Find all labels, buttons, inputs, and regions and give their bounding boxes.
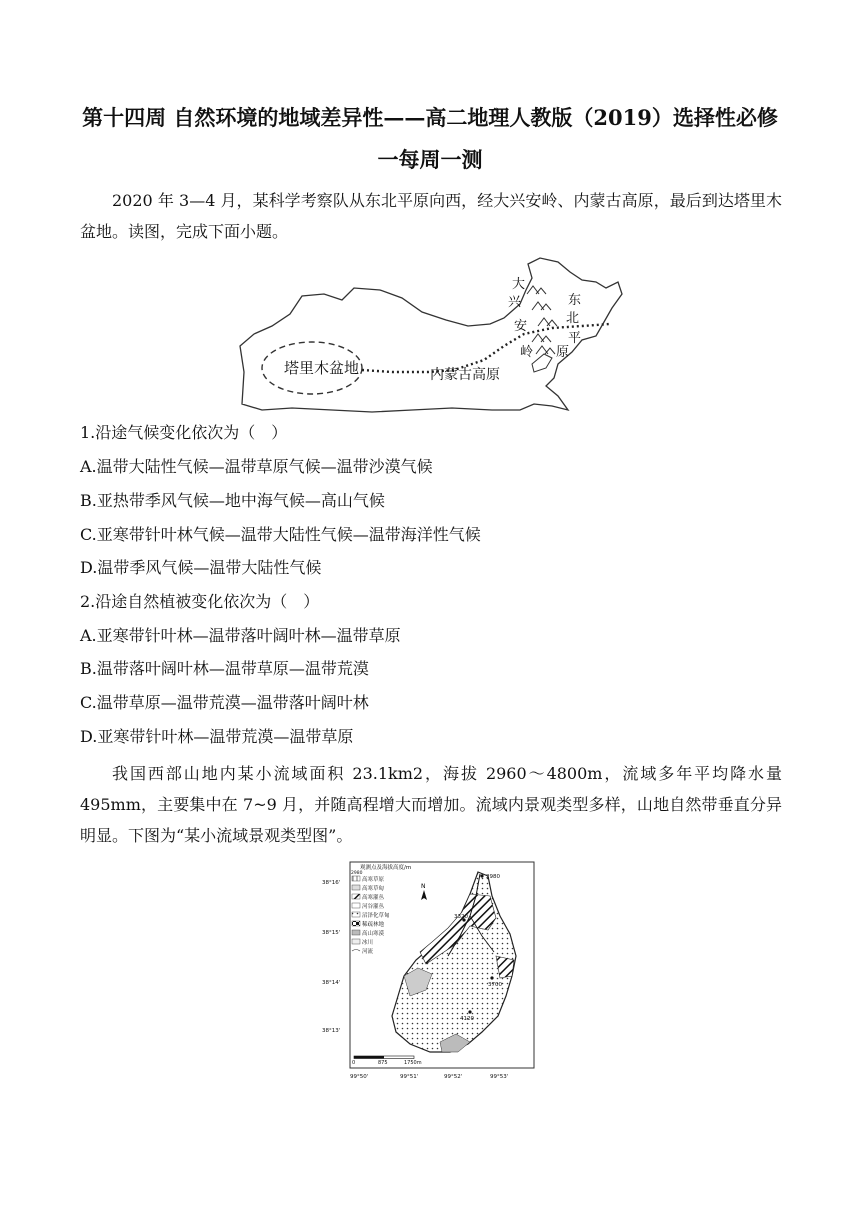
legend-item-4: 河谷灌丛	[362, 904, 385, 910]
label-yuan: 原	[556, 345, 570, 360]
lon-label-3: 99°52'	[444, 1074, 463, 1080]
elevation-label-4: 4120	[460, 1016, 474, 1022]
mountain-symbols	[527, 286, 557, 354]
q1-option-d: D.温带季风气候—温带大陆性气候	[80, 558, 322, 577]
legend-item-5: 沼泽化草甸	[362, 913, 390, 919]
lon-label-4: 99°53'	[490, 1074, 509, 1080]
elevation-label-2: 3320	[454, 914, 468, 920]
label-ping: 平	[568, 331, 582, 346]
scale-bar	[352, 1056, 422, 1066]
intro-paragraph: 2020 年 3—4 月，某科学考察队从东北平原向西，经大兴安岭、内蒙古高原，最后到达塔里木盆地。读图，完成下面小题。	[80, 191, 782, 241]
lat-label-1: 38°16'	[322, 880, 341, 886]
north-label: N	[421, 883, 426, 890]
china-north-outline	[240, 258, 622, 412]
elevation-label-3: 3700	[488, 982, 502, 988]
document-title-line2: 一每周一测	[377, 147, 483, 172]
q2-option-d: D.亚寒带针叶林—温带荒漠—温带草原	[80, 727, 354, 746]
legend-item-8: 冰川	[362, 940, 374, 946]
label-da: 大	[512, 277, 526, 292]
passage2-paragraph: 我国西部山地内某小流域面积 23.1km2，海拔 2960～4800m，流域多年平均降水量495mm，主要集中在 7~9 月，并随高程增大而增加。流域内景观类型多样，山地自然带垂直分异明显。下图为“某小流域景观类型图”。	[80, 764, 782, 845]
legend-item-3: 高寒灌丛	[362, 895, 385, 901]
north-arrow	[421, 883, 427, 900]
lat-label-2: 38°15'	[322, 930, 341, 936]
scale-label-1: 875	[378, 1060, 388, 1066]
lat-label-4: 38°13'	[322, 1028, 341, 1034]
coast-inlet	[532, 354, 552, 372]
q1-option-b: B.亚热带季风气候—地中海气候—高山气候	[80, 491, 385, 510]
q2-option-c: C.温带草原—温带荒漠—温带落叶阔叶林	[80, 693, 369, 712]
legend-item-2: 高寒草甸	[362, 886, 385, 892]
q2-option-a: A.亚寒带针叶林—温带落叶阔叶林—温带草原	[80, 626, 401, 645]
q2-stem: 2.沿途自然植被变化依次为（ ）	[80, 592, 320, 611]
elevation-label-1: 2980	[486, 874, 500, 880]
q1-stem: 1.沿途气候变化依次为（ ）	[80, 423, 288, 442]
label-dong: 东	[568, 293, 582, 308]
legend-item-9: 河流	[362, 949, 374, 955]
q2-option-b: B.温带落叶阔叶林—温带草原—温带荒漠	[80, 659, 369, 678]
label-ling: 岭	[520, 345, 534, 360]
legend-item-6: 稀疏林地	[362, 922, 385, 928]
label-an: 安	[514, 319, 528, 334]
label-bei: 北	[566, 311, 580, 326]
map-legend	[351, 863, 411, 955]
scale-label-2: 1750m	[404, 1060, 422, 1066]
longitude-labels	[350, 1074, 508, 1080]
legend-item-7: 高山寒漠	[362, 931, 385, 937]
q1-option-c: C.亚寒带针叶林气候—温带大陆性气候—温带海洋性气候	[80, 525, 481, 544]
watershed-landscape-map	[320, 856, 544, 1086]
legend-item-1: 高寒草原	[362, 877, 385, 883]
document-title-line1: 第十四周 自然环境的地域差异性——高二地理人教版（2019）选择性必修	[82, 105, 778, 130]
route-map	[232, 254, 632, 414]
label-tarim: 塔里木盆地	[284, 359, 360, 377]
label-inner-mongolia: 内蒙古高原	[430, 367, 500, 383]
legend-sample-value: 2980	[351, 871, 363, 876]
label-xing: 兴	[508, 295, 522, 310]
q1-option-a: A.温带大陆性气候—温带草原气候—温带沙漠气候	[80, 457, 433, 476]
latitude-labels	[322, 880, 340, 1034]
scale-label-0: 0	[352, 1060, 356, 1066]
lon-label-2: 99°51'	[400, 1074, 419, 1080]
lat-label-3: 38°14'	[322, 980, 341, 986]
lon-label-1: 99°50'	[350, 1074, 369, 1080]
legend-title: 观测点及海拔高度/m	[360, 865, 412, 871]
